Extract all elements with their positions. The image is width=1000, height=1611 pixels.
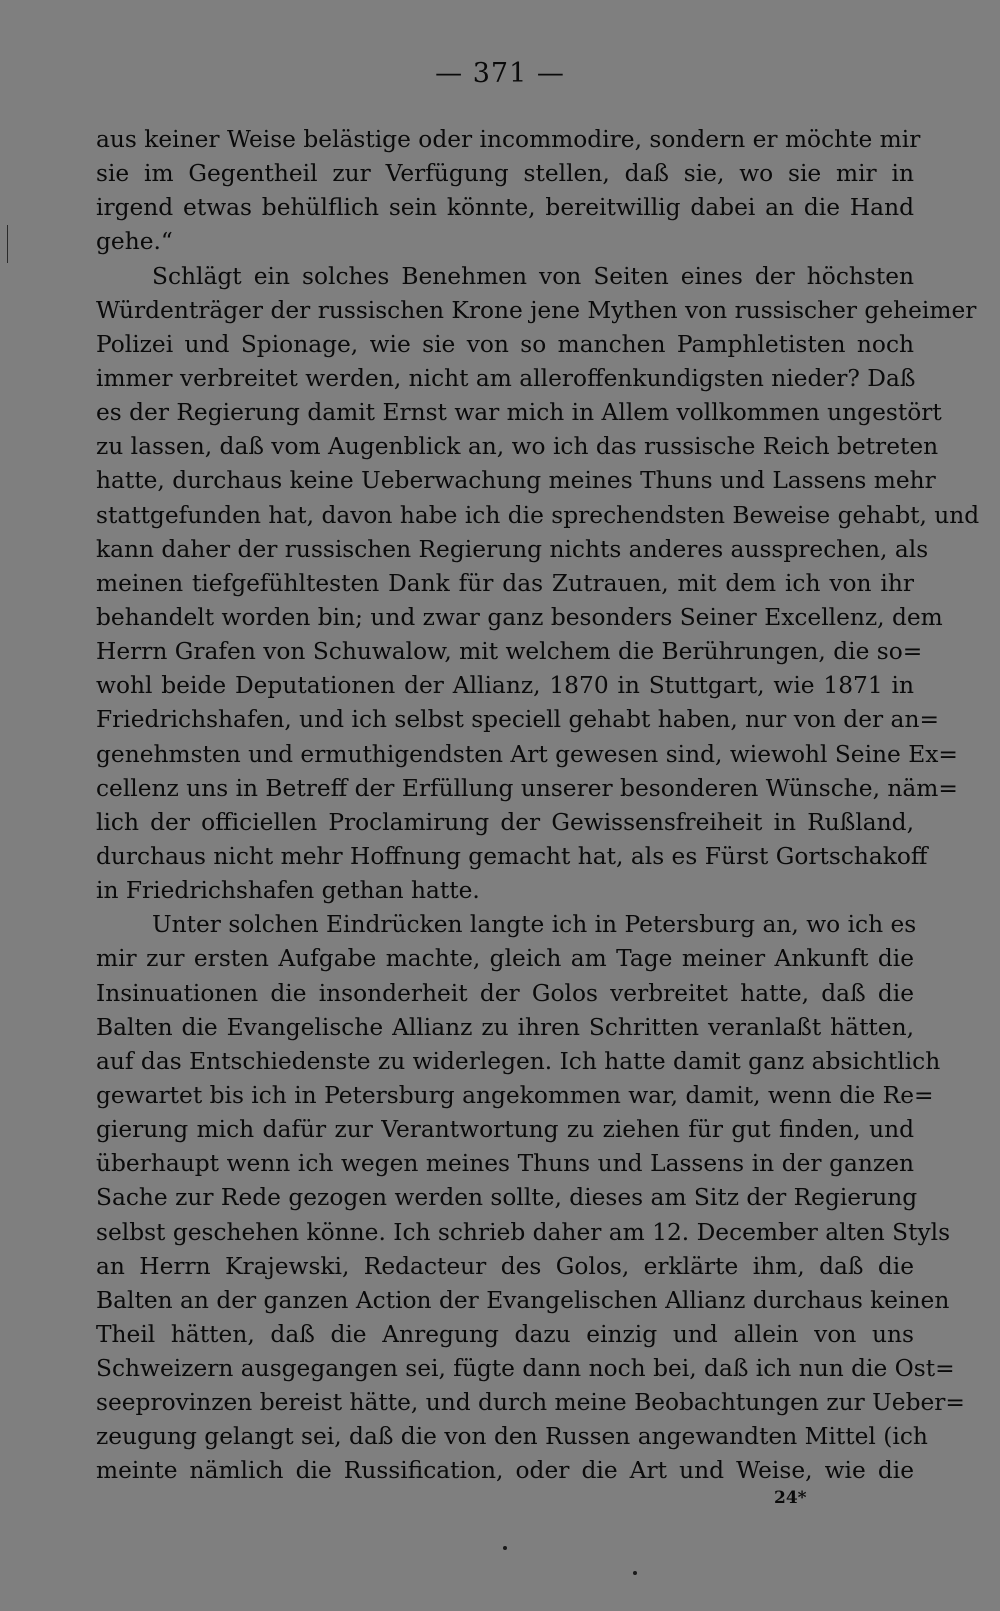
body-text	[96, 123, 980, 1489]
text-line: Würdenträger der russischen Krone jene Mythen von russischer geheimer	[96, 296, 977, 324]
text-line: kann daher der russischen Regierung nichts anderes aussprechen, als	[96, 535, 929, 563]
text-line: gewartet bis ich in Petersburg angekommen war, damit, wenn die Re=	[96, 1081, 934, 1109]
text-line: selbst geschehen könne. Ich schrieb daher am 12. December alten Styls	[96, 1218, 951, 1246]
text-line: lich der officiellen Proclamirung der Gewissensfreiheit in Rußland,	[96, 808, 914, 836]
text-line: durchaus nicht mehr Hoffnung gemacht hat, als es Fürst Gortschakoff	[96, 842, 928, 870]
text-line: überhaupt wenn ich wegen meines Thuns und Lassens in der ganzen	[96, 1150, 914, 1178]
print-speck	[633, 1571, 637, 1575]
text-line: Schweizern ausgegangen sei, fügte dann noch bei, daß ich nun die Ost=	[96, 1355, 955, 1383]
text-line: behandelt worden bin; und zwar ganz besonders Seiner Excellenz, dem	[96, 603, 943, 631]
text-line: Herrn Grafen von Schuwalow, mit welchem die Berührungen, die so=	[96, 638, 923, 666]
text-line: an Herrn Krajewski, Redacteur des Golos, erklärte ihm, daß die	[96, 1252, 914, 1280]
text-line: hatte, durchaus keine Ueberwachung meines Thuns und Lassens mehr	[96, 467, 936, 495]
text-line: genehmsten und ermuthigendsten Art gewesen sind, wiewohl Seine Ex=	[96, 740, 958, 768]
print-speck	[503, 1546, 507, 1550]
text-line: Balten die Evangelische Allianz zu ihren Schritten veranlaßt hätten,	[96, 1013, 914, 1041]
text-line: Schlägt ein solches Benehmen von Seiten eines der höchsten	[152, 262, 914, 290]
text-line: Friedrichshafen, und ich selbst speciell gehabt haben, nur von der an=	[96, 706, 939, 734]
text-line: zeugung gelangt sei, daß die von den Russen angewandten Mittel (ich	[96, 1423, 928, 1451]
text-line: Balten an der ganzen Action der Evangelischen Allianz durchaus keinen	[96, 1286, 950, 1314]
text-line: aus keiner Weise belästige oder incommodire, sondern er möchte mir	[96, 126, 921, 153]
text-line: Unter solchen Eindrücken langte ich in Petersburg an, wo ich es	[152, 911, 917, 939]
signature-mark: 24*	[774, 1488, 807, 1508]
text-line: Theil hätten, daß die Anregung dazu einzig und allein von uns	[96, 1320, 914, 1348]
text-line: wohl beide Deputationen der Allianz, 1870 in Stuttgart, wie 1871 in	[96, 672, 914, 700]
text-line: Sache zur Rede gezogen werden sollte, dieses am Sitz der Regierung	[96, 1184, 918, 1212]
text-line: cellenz uns in Betreff der Erfüllung unserer besonderen Wünsche, näm=	[96, 774, 958, 802]
text-line: immer verbreitet werden, nicht am alleroffenkundigsten nieder? Daß	[96, 364, 916, 392]
margin-mark	[7, 225, 8, 263]
text-line: auf das Entschiedenste zu widerlegen. Ich hatte damit ganz absichtlich	[96, 1047, 941, 1075]
text-line: gehe.“	[96, 228, 173, 256]
text-line: seeprovinzen bereist hätte, und durch meine Beobachtungen zur Ueber=	[96, 1389, 965, 1417]
text-line: es der Regierung damit Ernst war mich in Allem vollkommen ungestört	[96, 399, 942, 427]
text-line: meinte nämlich die Russification, oder die Art und Weise, wie die	[96, 1457, 914, 1485]
page-number: — 371 —	[435, 58, 565, 89]
text-line: in Friedrichshafen gethan hatte.	[96, 877, 480, 905]
text-line: Polizei und Spionage, wie sie von so manchen Pamphletisten noch	[96, 330, 914, 358]
text-line: meinen tiefgefühltesten Dank für das Zutrauen, mit dem ich von ihr	[96, 569, 914, 597]
text-line: irgend etwas behülflich sein könnte, bereitwillig dabei an die Hand	[96, 194, 914, 222]
text-line: mir zur ersten Aufgabe machte, gleich am Tage meiner Ankunft die	[96, 945, 914, 973]
text-line: stattgefunden hat, davon habe ich die sprechendsten Beweise gehabt, und	[96, 501, 980, 529]
text-line: Insinuationen die insonderheit der Golos verbreitet hatte, daß die	[96, 979, 914, 1007]
text-line: gierung mich dafür zur Verantwortung zu ziehen für gut finden, und	[96, 1116, 914, 1144]
text-line: zu lassen, daß vom Augenblick an, wo ich das russische Reich betreten	[96, 433, 939, 461]
text-line: sie im Gegentheil zur Verfügung stellen, daß sie, wo sie mir in	[96, 160, 914, 188]
